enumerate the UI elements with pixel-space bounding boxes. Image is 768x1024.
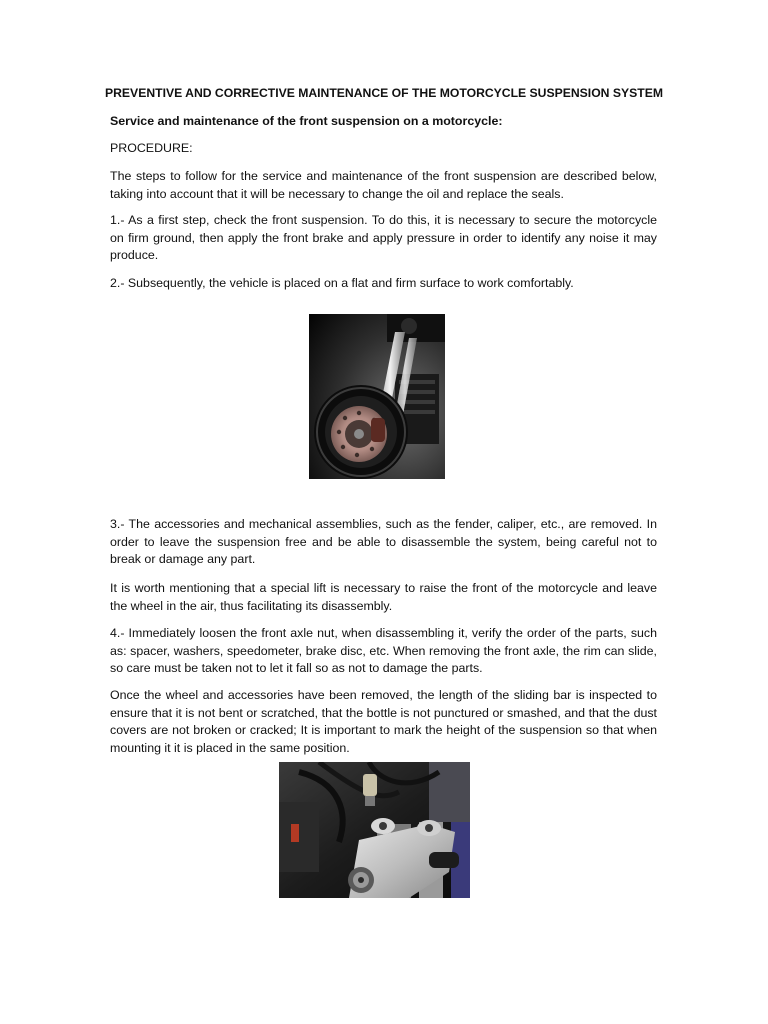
step-2-paragraph: 2.- Subsequently, the vehicle is placed on a flat and firm surface to work comfortably. — [110, 276, 574, 290]
lift-note-paragraph: It is worth mentioning that a special lift is necessary to raise the front of the motorcycle and leave the wheel in the air, thus facilitating its disassembly. — [110, 581, 657, 613]
procedure-label: PROCEDURE: — [110, 141, 193, 155]
fork-clamp-closeup-photo — [279, 762, 470, 898]
step-4-paragraph: 4.- Immediately loosen the front axle nut, when disassembling it, verify the order of the parts, such as: spacer, washers, speedometer, brake disc, etc. When removing the front axle, the rim can slide, so care must be taken not to let it fall so as not to damage the parts. — [110, 626, 657, 676]
step-3-paragraph: 3.- The accessories and mechanical assemblies, such as the fender, caliper, etc., are removed. In order to leave the suspension free and be able to disassemble the system, being careful not to break or damage any part. — [110, 517, 657, 567]
intro-paragraph: The steps to follow for the service and maintenance of the front suspension are described below, taking into account that it will be necessary to change the oil and replace the seals. — [110, 169, 657, 201]
section-subtitle: Service and maintenance of the front suspension on a motorcycle: — [110, 114, 503, 128]
document-title: PREVENTIVE AND CORRECTIVE MAINTENANCE OF THE MOTORCYCLE SUSPENSION SYSTEM — [105, 86, 663, 100]
step-1-paragraph: 1.- As a first step, check the front suspension. To do this, it is necessary to secure the motorcycle on firm ground, then apply the front brake and apply pressure in order to identify any noise it may produce. — [110, 213, 657, 263]
inspection-paragraph: Once the wheel and accessories have been removed, the length of the sliding bar is inspected to ensure that it is not bent or scratched, that the bottle is not punctured or smashed, and that the dust covers are not broken or cracked; It is important to mark the height of the suspension so that when mounting it it is placed in the same position. — [110, 688, 657, 755]
motorcycle-front-wheel-photo — [309, 314, 445, 479]
